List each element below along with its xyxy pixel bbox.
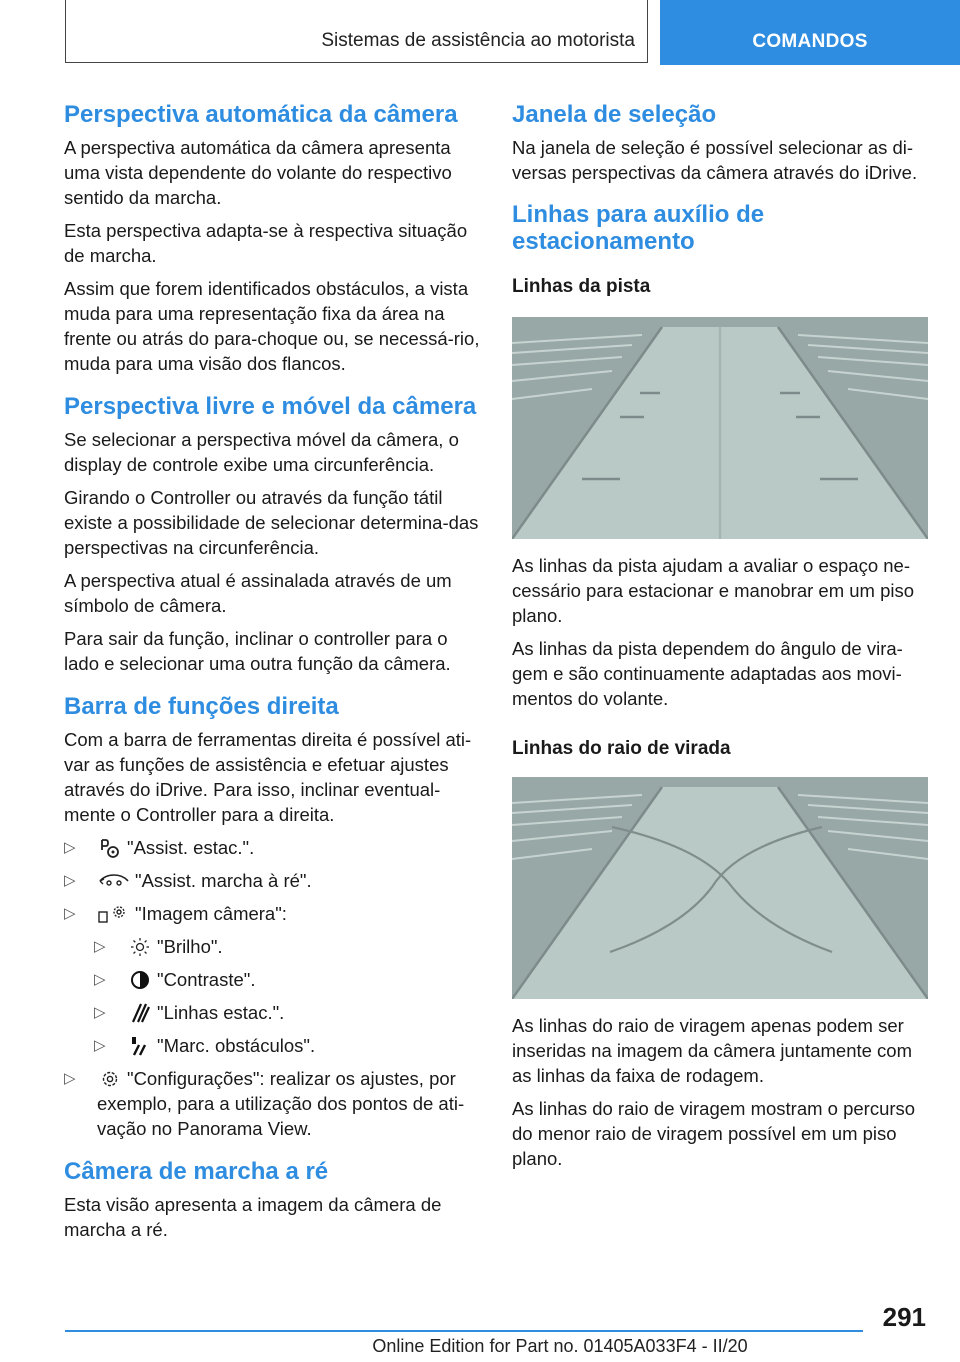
item-text: "Brilho". (157, 936, 223, 957)
bullet-triangle-icon: ▷ (94, 1004, 106, 1021)
section-title: Barra de funções direita (64, 693, 339, 720)
list-item (64, 868, 482, 893)
item-text: "Imagem câmera": (135, 903, 287, 924)
section-title: Câmera de marcha a ré (64, 1158, 329, 1185)
section-free-perspective (64, 392, 482, 676)
list-item (64, 901, 482, 926)
footer-divider (65, 1330, 863, 1332)
contrast-icon (127, 970, 153, 990)
list-item (94, 1033, 482, 1058)
paragraph: Girando o Controller ou através da função tátil existe a possibilidade de selecionar determina-das perspectivas na circunferência. (64, 487, 479, 558)
item-text: "Assist. estac.". (127, 837, 255, 858)
header-title: Sistemas de assistência ao motorista (321, 30, 635, 51)
paragraph: Para sair da função, inclinar o controller para o lado e selecionar uma outra função da câmera. (64, 628, 451, 674)
section-turning-radius-lines (512, 737, 930, 1171)
right-column (512, 100, 930, 1187)
item-text: "Assist. marcha à ré". (135, 870, 312, 891)
section-title: Linhas para auxílio de estacionamento (512, 201, 765, 255)
section-selection-window (512, 100, 930, 185)
header-box (65, 0, 648, 63)
bullet-triangle-icon: ▷ (64, 839, 76, 856)
paragraph: A perspectiva atual é assinalada através de um símbolo de câmera. (64, 570, 452, 616)
parking-assist-icon (97, 838, 123, 858)
paragraph: As linhas da pista dependem do ângulo de vira-gem e são continuamente adaptadas aos movi-mentos do volante. (512, 638, 903, 709)
section-parking-aid-lines (512, 201, 930, 255)
paragraph: Na janela de seleção é possível selecionar as di-versas perspectivas da câmera através do iDrive. (512, 137, 918, 183)
bullet-triangle-icon: ▷ (94, 971, 106, 988)
section-rear-camera (64, 1157, 482, 1242)
bullet-triangle-icon: ▷ (64, 905, 76, 922)
left-column (64, 100, 482, 1258)
section-title: Janela de seleção (512, 101, 717, 128)
paragraph: Com a barra de ferramentas direita é possível ati-var as funções de assistência e efetuar ajustes através do iDrive. Para isso, inclinar eventual-mente o Controller para a direita. (64, 729, 472, 825)
section-title: Perspectiva automática da câmera (64, 101, 458, 128)
header-chapter-label: COMANDOS (752, 31, 868, 52)
paragraph: As linhas da pista ajudam a avaliar o espaço ne-cessário para estacionar e manobrar em um piso plano. (512, 555, 915, 626)
subsection-title: Linhas da pista (512, 276, 651, 297)
section-lane-lines (512, 275, 930, 711)
header-chapter-tab (660, 0, 960, 65)
paragraph: Esta perspectiva adapta-se à respectiva situação de marcha. (64, 220, 468, 266)
section-right-toolbar (64, 692, 482, 1141)
list-item (94, 934, 482, 959)
paragraph: As linhas do raio de viragem mostram o percurso do menor raio de viragem possível em um piso plano. (512, 1098, 916, 1169)
list-item (94, 1000, 482, 1025)
paragraph: A perspectiva automática da câmera apresenta uma vista dependente do volante do respectivo sentido da marcha. (64, 137, 452, 208)
item-text: "Linhas estac.". (157, 1002, 285, 1023)
parking-lines-icon (127, 1003, 153, 1023)
brightness-icon (127, 937, 153, 957)
footer-edition: Online Edition for Part no. 01405A033F4 - II/20 (372, 1336, 748, 1356)
bullet-triangle-icon: ▷ (64, 872, 76, 889)
obstacle-marking-icon (127, 1036, 153, 1056)
settings-gear-icon (97, 1069, 123, 1089)
function-list (64, 835, 482, 1141)
item-text: "Configurações": realizar os ajustes, por exemplo, para a utilização dos pontos de ati-vação no Panorama View. (97, 1068, 465, 1139)
lane-lines-figure (512, 317, 928, 539)
list-item (64, 1066, 482, 1141)
page-header (0, 0, 960, 66)
paragraph: Assim que forem identificados obstáculos, a vista muda para uma representação fixa da área na frente ou atrás do para-choque ou, se necessá-rio, muda para uma visão dos flancos. (64, 278, 480, 374)
item-text: "Marc. obstáculos". (157, 1035, 316, 1056)
bullet-triangle-icon: ▷ (94, 938, 106, 955)
turning-radius-figure (512, 777, 928, 999)
page-number: 291 (882, 1302, 926, 1332)
bullet-triangle-icon: ▷ (94, 1037, 106, 1054)
list-item (94, 967, 482, 992)
paragraph: Se selecionar a perspectiva móvel da câmera, o display de controle exibe uma circunferência. (64, 429, 459, 475)
item-text: "Contraste". (157, 969, 256, 990)
camera-image-icon (97, 904, 131, 924)
paragraph: As linhas do raio de viragem apenas podem ser inseridas na imagem da câmera juntamente com as linhas da faixa de rodagem. (512, 1015, 912, 1086)
list-item (64, 835, 482, 860)
reversing-assist-icon (97, 871, 131, 891)
bullet-triangle-icon: ▷ (64, 1070, 76, 1087)
subsection-title: Linhas do raio de virada (512, 738, 731, 759)
paragraph: Esta visão apresenta a imagem da câmera de marcha a ré. (64, 1194, 442, 1240)
section-auto-perspective (64, 100, 482, 376)
section-title: Perspectiva livre e móvel da câmera (64, 393, 477, 420)
